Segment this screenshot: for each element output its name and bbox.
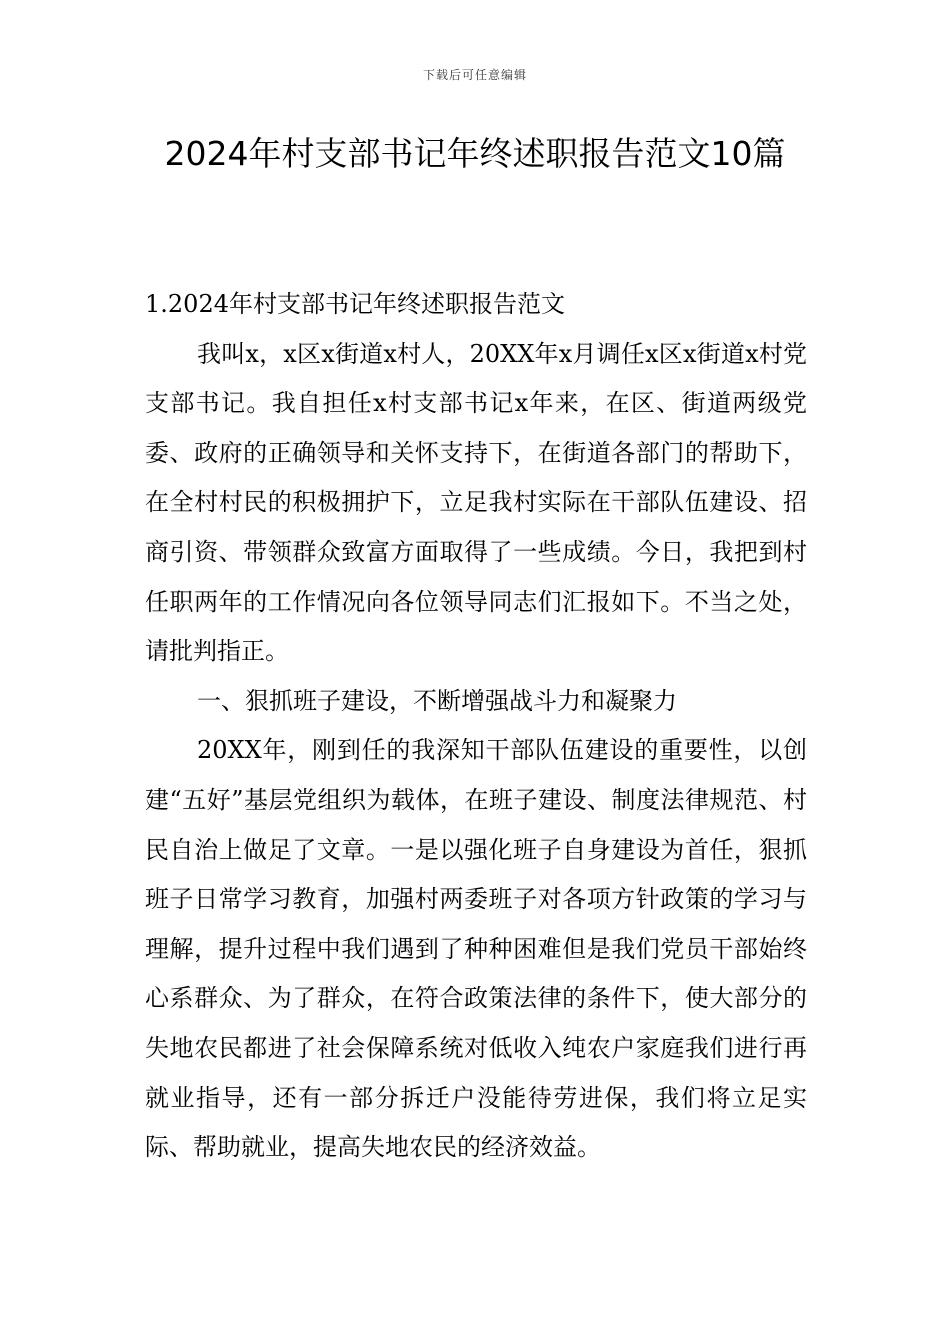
document-title: 2024年村支部书记年终述职报告范文10篇 — [164, 134, 786, 173]
document-body — [145, 280, 807, 1173]
paragraph-intro: 我叫x，x区x街道x村人，20XX年x月调任x区x街道x村党支部书记。我自担任x村支部书记x年来，在区、街道两级党委、政府的正确领导和关怀支持下，在街道各部门的帮助下，在全村村民的积极拥护下，立足我村实际在干部队伍建设、招商引资、带领群众致富方面取得了一些成绩。今日，我把到村任职两年的工作情况向各位领导同志们汇报如下。不当之处，请批判指正。 — [145, 339, 807, 666]
paragraph-team-building: 20XX年，刚到任的我深知干部队伍建设的重要性，以创建“五好”基层党组织为载体，在班子建设、制度法律规范、村民自治上做足了文章。一是以强化班子自身建设为首任，狠抓班子日常学习教育，加强村两委班子对各项方针政策的学习与理解，提升过程中我们遇到了种种困难但是我们党员干部始终心系群众、为了群众，在符合政策法律的条件下，使大部分的失地农民都进了社会保障系统对低收入纯农户家庭我们进行再就业指导，还有一部分拆迁户没能待劳进保，我们将立足实际、帮助就业，提高失地农民的经济效益。 — [145, 736, 807, 1162]
section-heading: 1.2024年村支部书记年终述职报告范文 — [145, 290, 565, 318]
header-note: 下载后可任意编辑 — [422, 68, 527, 82]
subheading-team-building: 一、狠抓班子建设，不断增强战斗力和凝聚力 — [197, 686, 677, 715]
